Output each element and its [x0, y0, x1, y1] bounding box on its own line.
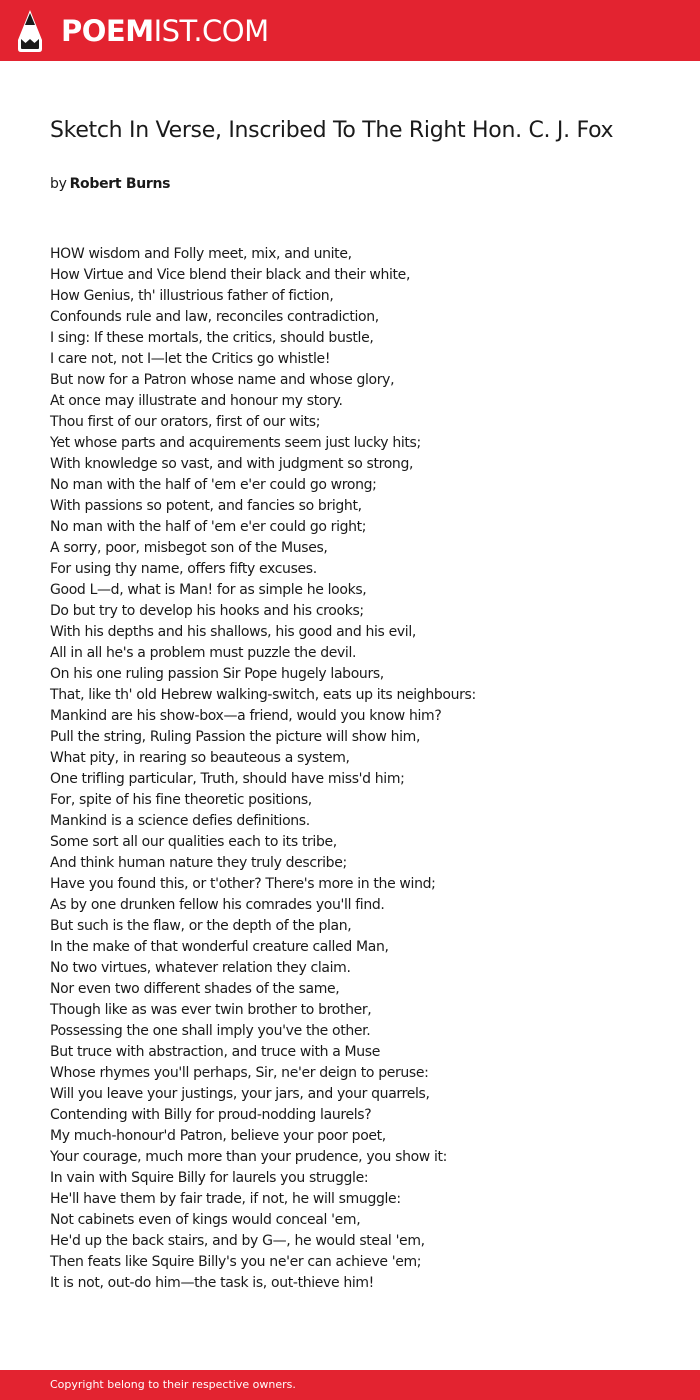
- poem-line: No two virtues, whatever relation they claim.: [50, 960, 351, 976]
- poem-line: Confounds rule and law, reconciles contradiction,: [50, 309, 379, 325]
- poem-line: With knowledge so vast, and with judgment so strong,: [50, 456, 414, 472]
- site-footer: [0, 1370, 700, 1400]
- site-header: [0, 0, 700, 61]
- poem-line: I care not, not I—let the Critics go whistle!: [50, 351, 331, 367]
- poem-line: Mankind is a science defies definitions.: [50, 813, 310, 829]
- poem-line: But truce with abstraction, and truce with a Muse: [50, 1044, 381, 1060]
- poem-line: One trifling particular, Truth, should have miss'd him;: [50, 771, 405, 787]
- logo-text-bold: POEM: [61, 14, 154, 48]
- poem-line: Mankind are his show-box—a friend, would you know him?: [50, 708, 442, 724]
- poem-line: Yet whose parts and acquirements seem just lucky hits;: [50, 435, 421, 451]
- copyright-notice: Copyright belong to their respective owners.: [50, 1378, 296, 1391]
- logo-text: [61, 9, 269, 53]
- poem-line: Good L—d, what is Man! for as simple he looks,: [50, 582, 367, 598]
- poem-line: As by one drunken fellow his comrades you'll find.: [50, 897, 385, 913]
- poem-byline: [50, 174, 170, 194]
- poem-line: Thou first of our orators, first of our wits;: [50, 414, 321, 430]
- poem-line: Though like as was ever twin brother to brother,: [50, 1002, 372, 1018]
- poem-line: How Virtue and Vice blend their black and their white,: [50, 267, 411, 283]
- poem-line: In vain with Squire Billy for laurels you struggle:: [50, 1170, 369, 1186]
- poem-line: For using thy name, offers fifty excuses.: [50, 561, 317, 577]
- poem-body: [50, 244, 670, 1294]
- poem-line: Your courage, much more than your prudence, you show it:: [50, 1149, 448, 1165]
- poem-line: Will you leave your justings, your jars, and your quarrels,: [50, 1086, 430, 1102]
- poem-line: All in all he's a problem must puzzle the devil.: [50, 645, 357, 661]
- poem-line: Pull the string, Ruling Passion the picture will show him,: [50, 729, 421, 745]
- poem-line: That, like th' old Hebrew walking-switch, eats up its neighbours:: [50, 687, 476, 703]
- poem-line: I sing: If these mortals, the critics, should bustle,: [50, 330, 374, 346]
- poem-line: Then feats like Squire Billy's you ne'er can achieve 'em;: [50, 1254, 422, 1270]
- poem-line: But now for a Patron whose name and whose glory,: [50, 372, 395, 388]
- poem-line: Possessing the one shall imply you've the other.: [50, 1023, 371, 1039]
- logo-text-light: IST.COM: [153, 14, 269, 48]
- poem-line: On his one ruling passion Sir Pope hugely labours,: [50, 666, 384, 682]
- poem-line: He'll have them by fair trade, if not, he will smuggle:: [50, 1191, 401, 1207]
- poem-line: In the make of that wonderful creature called Man,: [50, 939, 389, 955]
- poem-line: A sorry, poor, misbegot son of the Muses,: [50, 540, 328, 556]
- poem-line: Nor even two different shades of the same,: [50, 981, 340, 997]
- poem-line: My much-honour'd Patron, believe your poor poet,: [50, 1128, 386, 1144]
- poem-line: No man with the half of 'em e'er could go right;: [50, 519, 367, 535]
- poem-line: And think human nature they truly describe;: [50, 855, 347, 871]
- poem-line: Contending with Billy for proud-nodding laurels?: [50, 1107, 372, 1123]
- poem-title: Sketch In Verse, Inscribed To The Right Hon. C. J. Fox: [50, 118, 614, 143]
- poem-line: He'd up the back stairs, and by G—, he would steal 'em,: [50, 1233, 425, 1249]
- poem-line: With his depths and his shallows, his good and his evil,: [50, 624, 416, 640]
- poem-line: Whose rhymes you'll perhaps, Sir, ne'er deign to peruse:: [50, 1065, 429, 1081]
- poem-line: It is not, out-do him—the task is, out-thieve him!: [50, 1275, 374, 1291]
- poem-line: But such is the flaw, or the depth of the plan,: [50, 918, 352, 934]
- author-link[interactable]: Robert Burns: [69, 176, 171, 192]
- poem-line: How Genius, th' illustrious father of fiction,: [50, 288, 334, 304]
- poem-line: No man with the half of 'em e'er could go wrong;: [50, 477, 377, 493]
- poem-line: Have you found this, or t'other? There's more in the wind;: [50, 876, 436, 892]
- poem-line: Not cabinets even of kings would conceal 'em,: [50, 1212, 361, 1228]
- poem-line: For, spite of his fine theoretic positions,: [50, 792, 312, 808]
- pencil-tip-icon: [16, 9, 44, 53]
- poem-line: With passions so potent, and fancies so bright,: [50, 498, 362, 514]
- poem-line: Some sort all our qualities each to its tribe,: [50, 834, 337, 850]
- poem-line: At once may illustrate and honour my story.: [50, 393, 343, 409]
- poem-line: Do but try to develop his hooks and his crooks;: [50, 603, 364, 619]
- poem-line: What pity, in rearing so beauteous a system,: [50, 750, 350, 766]
- poem-line: HOW wisdom and Folly meet, mix, and unite,: [50, 246, 352, 262]
- site-logo[interactable]: [16, 9, 269, 53]
- byline-prefix: by: [50, 176, 67, 192]
